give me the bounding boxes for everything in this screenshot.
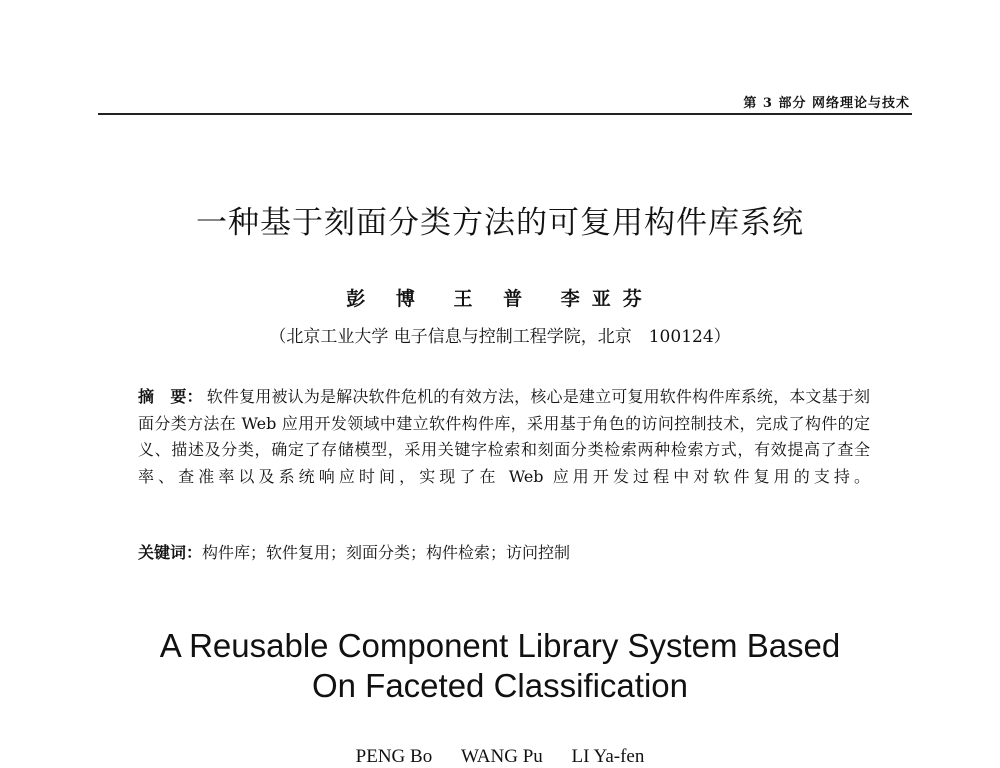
keywords-text: 构件库；软件复用；刻面分类；构件检索；访问控制 [202, 543, 571, 562]
author-en-2: WANG Pu [460, 746, 543, 767]
authors-cn [0, 284, 1000, 311]
paper-title-en-line-2: On Faceted Classification [311, 667, 688, 704]
author-en-1: PENG Bo [355, 746, 433, 767]
affiliation-cn: （北京工业大学 电子信息与控制工程学院，北京 100124） [269, 327, 731, 347]
abstract-text: 软件复用被认为是解决软件危机的有效方法，核心是建立可复用软件构件库系统，本文基于刻面分类方法在 Web 应用开发领域中建立软件构件库，采用基于角色的访问控制技术，完成了构件的定义、描述及分类，确定了存储模型，采用关键字检索和刻面分类检索两种检索方式，有效提高了查全率、查准率以及系统响应时间，实现了在 Web 应用开发过程中对软件复用的支持。 [138, 387, 870, 486]
paper-title-en [0, 626, 1000, 706]
author-cn-2: 王 普 [453, 288, 535, 310]
header-divider [98, 113, 912, 115]
abstract-label: 摘 要： [138, 387, 203, 406]
author-en-3: LI Ya-fen [571, 746, 645, 767]
authors-en [0, 746, 1000, 768]
author-cn-1: 彭 博 [346, 288, 427, 310]
header-section-label: 第 3 部分 网络理论与技术 [743, 96, 910, 111]
keywords-cn [138, 540, 870, 566]
abstract-cn [138, 384, 870, 490]
keywords-label: 关键词： [138, 543, 203, 562]
paper-title-en-line-1: A Reusable Component Library System Based [159, 627, 841, 664]
paper-title-cn: 一种基于刻面分类方法的可复用构件库系统 [196, 205, 804, 241]
author-cn-3: 李亚芬 [560, 288, 654, 310]
